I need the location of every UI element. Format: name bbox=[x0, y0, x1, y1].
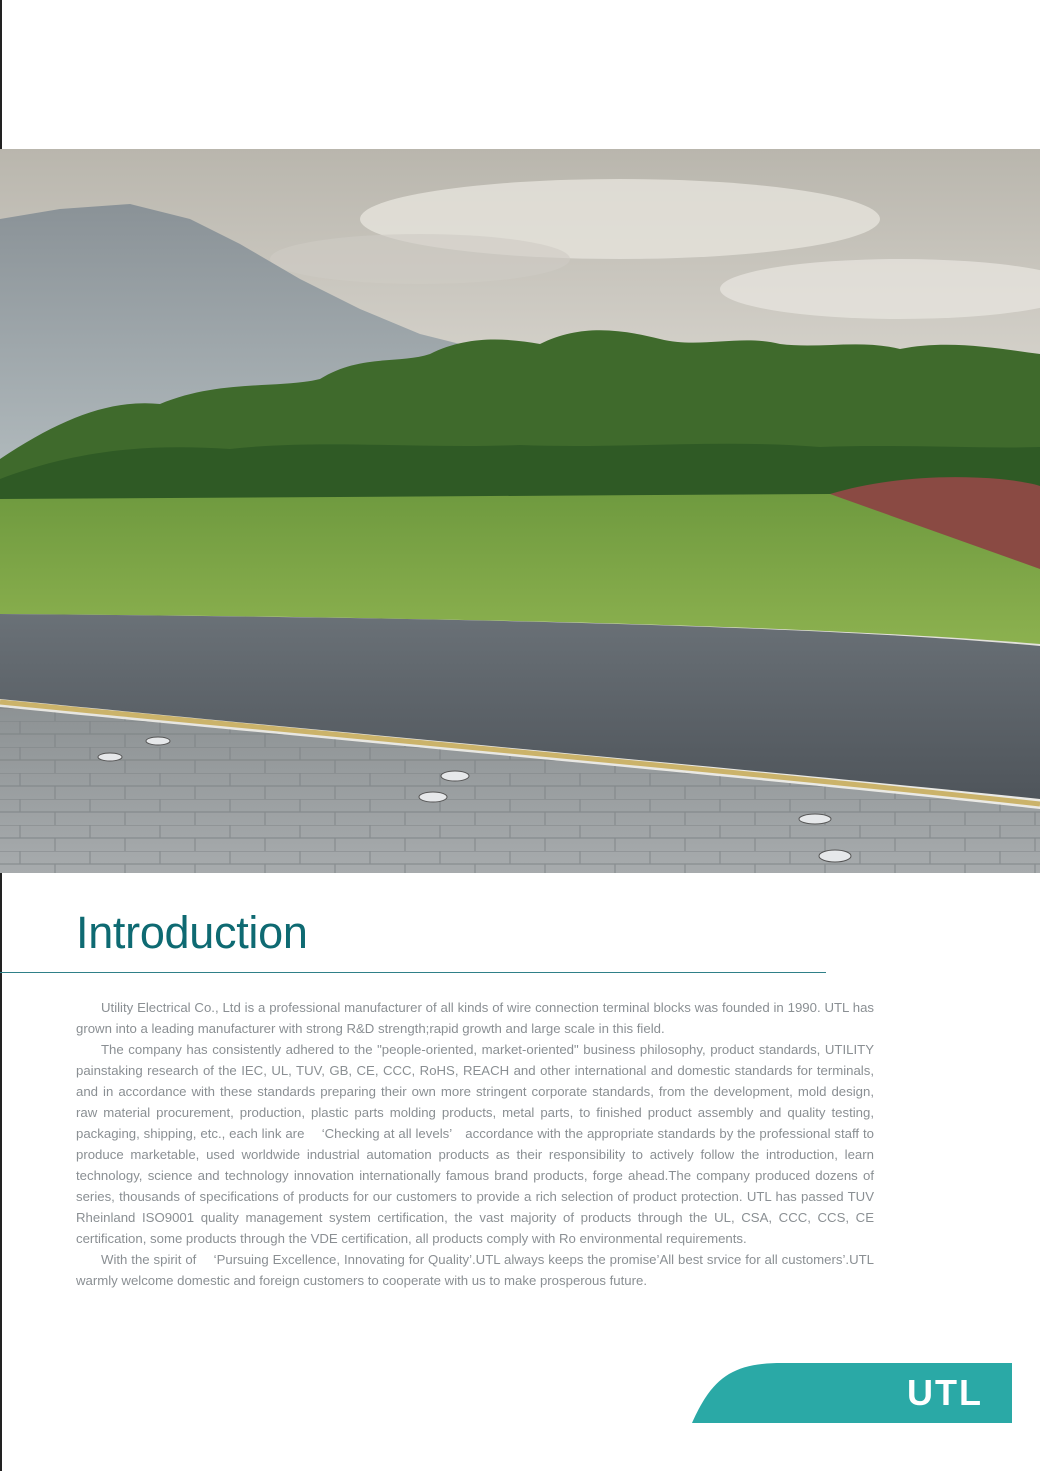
landscape-photo-icon bbox=[0, 149, 1040, 873]
hero-landscape-photo bbox=[0, 149, 1040, 873]
intro-paragraph: The company has consistently adhered to the "people-oriented, market-oriented" business philosophy, product standards, UTILITY painstaking research of the IEC, UL, TUV, GB, CE, CCC, RoHS, REACH and other international and domestic standards for terminals, and in accordance with these standards preparing their own more stringent corporate standards, from the development, mold design, raw material procurement, production, plastic parts molding products, metal parts, to finished product assembly and quality testing, packaging, shipping, etc., each link are ‘Checking at all levels’ accordance with the appropriate standards by the professional staff to produce marketable, used worldwide industrial automation products as their responsibility to actively follow the introduction, learn technology, science and technology innovation internationally famous brand products, forge ahead.The company produced dozens of series, thousands of specifications of products for our customers to provide a rich selection of product protection. UTL has passed TUV Rheinland ISO9001 quality management system certification, the vast majority of products through the UL, CSA, CCC, CCS, CE certification, some products through the VDE certification, all products comply with Ro environmental requirements. bbox=[76, 1042, 874, 1246]
intro-paragraph: With the spirit of ‘Pursuing Excellence, Innovating for Quality’.UTL always keeps the promise’All best srvice for all customers’.UTL warmly welcome domestic and foreign customers to cooperate with us to make prosperous future. bbox=[76, 1252, 874, 1288]
title-divider bbox=[0, 972, 826, 973]
brand-logo: UTL bbox=[907, 1372, 983, 1413]
introduction-body bbox=[76, 997, 874, 1291]
intro-paragraph: Utility Electrical Co., Ltd is a professional manufacturer of all kinds of wire connection terminal blocks was founded in 1990. UTL has grown into a leading manufacturer with strong R&D strength;rapid growth and large scale in this field. bbox=[76, 1000, 874, 1036]
page-title: Introduction bbox=[76, 907, 308, 958]
